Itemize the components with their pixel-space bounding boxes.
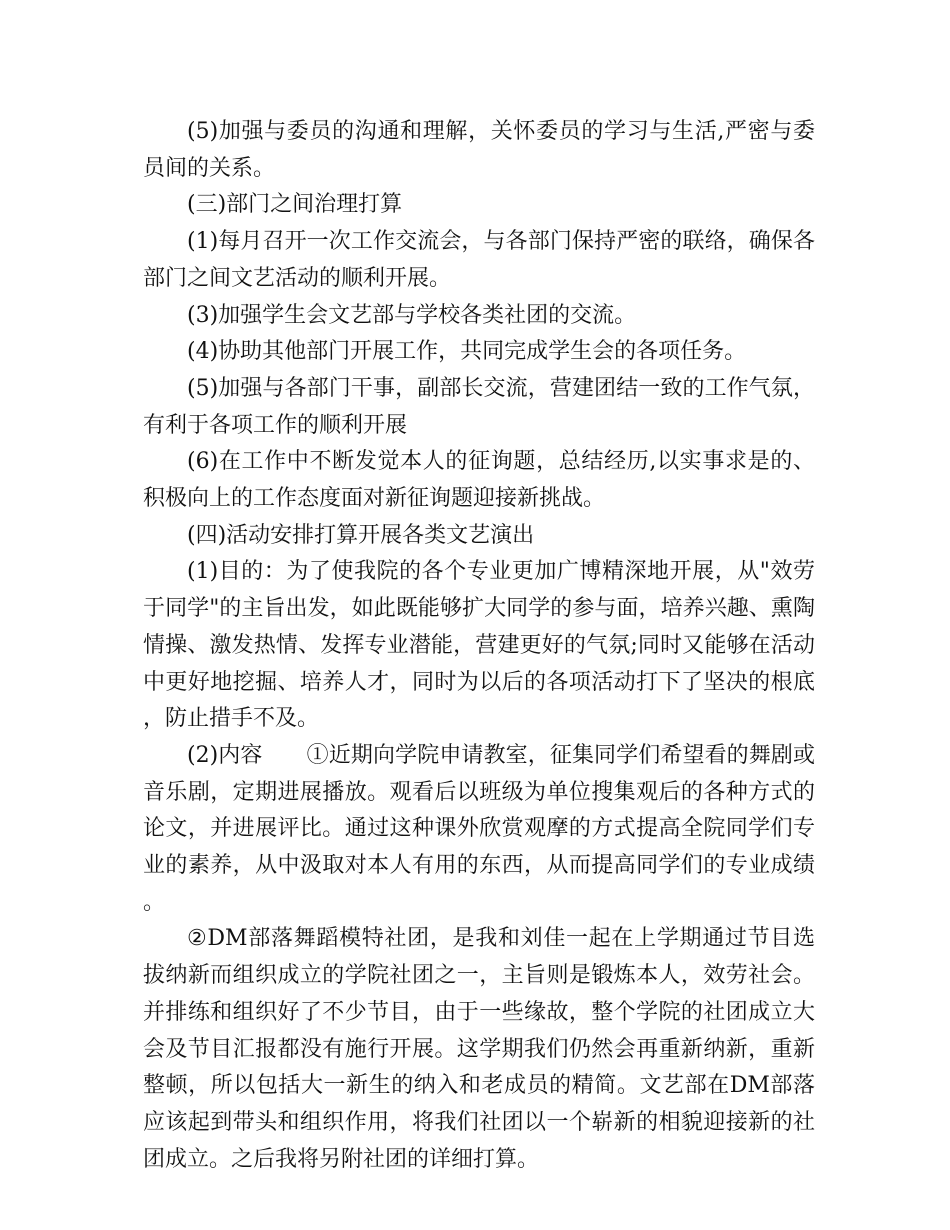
document-body <box>143 114 815 1178</box>
paragraph-self-reflection: (6)在工作中不断发觉本人的征询题，总结经历,以实事求是的、积极向上的工作态度面对新征询题迎接新挑战。 <box>143 449 815 512</box>
paragraph-dm-club: ②DM部落舞蹈模特社团，是我和刘佳一起在上学期通过节目选拔纳新而组织成立的学院社团之一，主旨则是锻炼本人，效劳社会。并排练和组织好了不少节目，由于一些缘故，整个学院的社团成立大会及节目汇报都没有施行开展。这学期我们仍然会再重新纳新，重新整顿，所以包括大一新生的纳入和老成员的精简。文艺部在DM部落应该起到带头和组织作用，将我们社团以一个崭新的相貌迎接新的社团成立。之后我将另附社团的详细打算。 <box>143 926 815 1172</box>
paragraph-content: (2)内容 ①近期向学院申请教室，征集同学们希望看的舞剧或音乐剧，定期进展播放。观看后以班级为单位搜集观后的各种方式的论文，并进展评比。通过这种课外欣赏观摩的方式提高全院同学们专业的素养，从中汲取对本人有用的东西，从而提高同学们的专业成绩。 <box>143 742 815 915</box>
paragraph-monthly-meeting: (1)每月召开一次工作交流会，与各部门保持严密的联络，确保各部门之间文艺活动的顺利开展。 <box>143 229 815 291</box>
paragraph-committee-relations: (5)加强与委员的沟通和理解，关怀委员的学习与生活,严密与委员间的关系。 <box>143 119 815 181</box>
paragraph-club-exchange: (3)加强学生会文艺部与学校各类社团的交流。 <box>187 302 637 328</box>
paragraph-purpose: (1)目的：为了使我院的各个专业更加广博精深地开展，从"效劳于同学"的主旨出发，如此既能够扩大同学的参与面，培养兴趣、熏陶情操、激发热情、发挥专业潜能，营建更好的气氛;同时又能够在活动中更好地挖掘、培养人才，同时为以后的各项活动打下了坚决的根底，防止措手不及。 <box>143 559 815 732</box>
paragraph-staff-exchange: (5)加强与各部门干事，副部长交流，营建团结一致的工作气氛，有利于各项工作的顺利开展 <box>143 375 815 438</box>
paragraph-assist-departments: (4)协助其他部门开展工作，共同完成学生会的各项任务。 <box>187 339 747 365</box>
section-heading-activities: (四)活动安排打算开展各类文艺演出 <box>187 522 535 548</box>
section-heading-interdepartment: (三)部门之间治理打算 <box>187 192 403 218</box>
